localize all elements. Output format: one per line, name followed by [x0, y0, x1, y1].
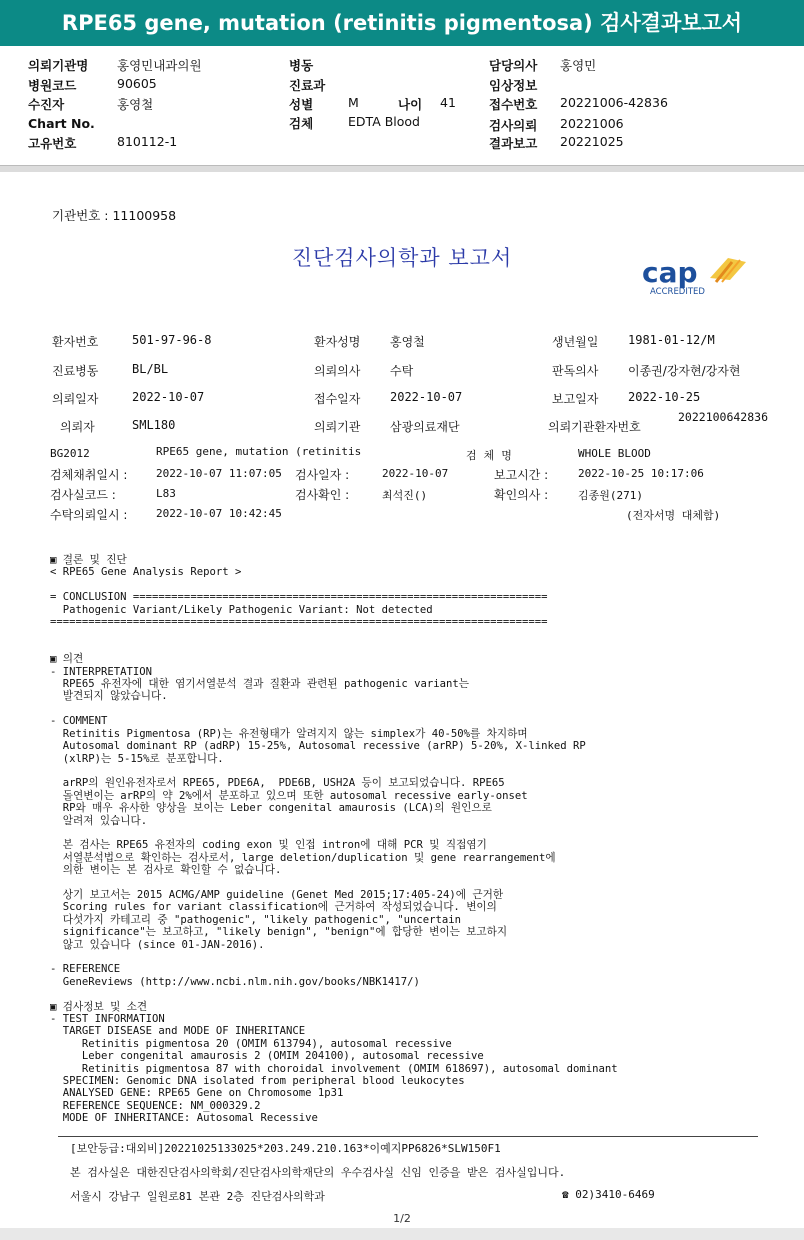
patient-field-label: 의뢰기관환자번호	[548, 420, 641, 434]
patient-field-label: 의뢰일자	[52, 392, 99, 406]
patient-field-label: 환자성명	[314, 335, 361, 349]
meta-label: 검사확인 :	[295, 488, 350, 502]
institution-number: 기관번호 : 11100958	[52, 208, 177, 223]
report-body-line: 돌연변이는 arRP의 약 2%에서 분포하고 있으며 또한 autosomal recessive early-onset	[50, 789, 528, 802]
header-label: 병원코드	[28, 78, 77, 93]
header-value: 41	[440, 95, 456, 110]
report-body-line	[50, 628, 618, 640]
patient-field-label: 의뢰자	[60, 420, 95, 434]
report-body-line: ▣ 검사정보 및 소견	[50, 1000, 148, 1013]
meta-value: L83	[156, 487, 176, 500]
report-body-line: Pathogenic Variant/Likely Pathogenic Variant: Not detected	[50, 603, 433, 616]
header-label: 고유번호	[28, 136, 77, 151]
patient-field-value: 501-97-96-8	[132, 333, 212, 347]
meta-value: 2022-10-25 10:17:06	[578, 467, 704, 480]
header-value: M	[348, 95, 359, 110]
patient-field-label: 의뢰기관	[314, 420, 361, 434]
header-label: 결과보고	[489, 136, 538, 151]
report-body-line	[50, 877, 618, 889]
lab-phone: ☎ 02)3410-6469	[562, 1188, 655, 1201]
meta-value: 2022-10-07 10:42:45	[156, 507, 282, 520]
report-body-line	[50, 641, 618, 653]
meta-label: 검체채취일시 :	[50, 468, 128, 482]
report-body-line: (xlRP)는 5-15%로 분포합니다.	[50, 752, 224, 765]
report-body-line: Autosomal dominant RP (adRP) 15-25%, Autosomal recessive (arRP) 5-20%, X-linked RP	[50, 740, 586, 753]
report-title: RPE65 gene, mutation (retinitis pigmentosa) 검사결과보고서	[61, 11, 743, 35]
meta-value: 김종원(271)	[578, 489, 643, 502]
meta-label: 확인의사 :	[494, 488, 549, 502]
report-heading: 진단검사의학과 보고서	[291, 246, 513, 270]
test-code: BG2012	[50, 447, 90, 460]
report-body-line: - REFERENCE	[50, 963, 121, 976]
patient-field-value: 2022-10-07	[390, 390, 463, 404]
report-body-line: TARGET DISEASE and MODE OF INHERITANCE	[50, 1025, 306, 1038]
report-body-line: ▣ 의견	[50, 653, 84, 666]
patient-field-value: 이종권/강자현/강자현	[628, 364, 741, 378]
header-label: 병동	[289, 58, 314, 73]
report-body-line: significance"는 보고하고, "likely benign", "benign"에 합당한 변이는 보고하지	[50, 926, 508, 939]
report-body-line: MODE OF INHERITANCE: Autosomal Recessive	[50, 1112, 318, 1125]
cap-accredited-text: ACCREDITED	[650, 287, 705, 297]
patient-field-value: 2022-10-25	[628, 390, 701, 404]
page-indicator: 1/2	[393, 1212, 411, 1225]
header-label: Chart No.	[28, 116, 95, 131]
report-body-line: Scoring rules for variant classification에 근거하여 작성되었습니다. 변이의	[50, 901, 497, 914]
header-value: 홍영민내과의원	[117, 58, 202, 73]
report-body-line: 않고 있습니다 (since 01-JAN-2016).	[50, 938, 265, 951]
report-body-line: RP와 매우 유사한 양상을 보이는 Leber congenital amaurosis (LCA)의 원인으로	[50, 802, 492, 815]
report-body-line: GeneReviews (http://www.ncbi.nlm.nih.gov/books/NBK1417/)	[50, 975, 420, 988]
report-body-line: arRP의 원인유전자로서 RPE65, PDE6A, PDE6B, USH2A 등이 보고되었습니다. RPE65	[50, 777, 505, 790]
footer-divider	[58, 1136, 758, 1137]
report-body-line	[50, 579, 618, 591]
patient-field-label: 접수일자	[314, 392, 361, 406]
header-value: 20221006-42836	[560, 95, 668, 110]
patient-field-value: SML180	[132, 418, 176, 432]
header-label: 검체	[289, 116, 314, 131]
patient-field-value: 삼광의료재단	[390, 420, 460, 434]
header-label: 검사의뢰	[489, 118, 538, 133]
report-body-line	[50, 951, 618, 963]
meta-label: 검사실코드 :	[50, 488, 116, 502]
report-body-line: SPECIMEN: Genomic DNA isolated from peripheral blood leukocytes	[50, 1075, 465, 1088]
report-title-bar	[0, 0, 804, 46]
cap-logo-text: cap	[642, 256, 698, 289]
cap-accredited-logo	[640, 252, 750, 300]
patient-field-value: 2022-10-07	[132, 390, 205, 404]
report-body-line: ==============================================================================	[50, 616, 548, 629]
report-body-line: < RPE65 Gene Analysis Report >	[50, 566, 242, 579]
specimen-label: 검 체 명	[466, 449, 512, 462]
e-signature-note: (전자서명 대체함)	[626, 509, 721, 522]
report-body-line: 본 검사는 RPE65 유전자의 coding exon 및 인접 intron에 대해 PCR 및 직접염기	[50, 839, 487, 852]
report-body-line: 알려져 있습니다.	[50, 814, 148, 827]
report-body-line: - TEST INFORMATION	[50, 1013, 165, 1026]
report-body-line: - COMMENT	[50, 715, 108, 728]
report-body-line: ▣ 결론 및 진단	[50, 554, 127, 566]
header-value: 810112-1	[117, 134, 178, 149]
header-value: 90605	[117, 76, 157, 91]
test-name: RPE65 gene, mutation (retinitis	[156, 445, 362, 458]
meta-label: 검사일자 :	[295, 468, 350, 482]
report-body-line: - INTERPRETATION	[50, 665, 153, 678]
header-value: EDTA Blood	[348, 114, 420, 129]
patient-field-value: BL/BL	[132, 362, 169, 376]
report-body-text	[50, 554, 618, 1125]
report-body-line: Retinitis Pigmentosa (RP)는 유전형태가 알려지지 않는 simplex가 40-50%를 차지하며	[50, 727, 528, 740]
patient-field-label: 환자번호	[52, 335, 99, 349]
patient-field-label: 진료병동	[52, 364, 99, 378]
report-body-line: Retinitis pigmentosa 87 with choroidal involvement (OMIM 618697), autosomal dominant	[50, 1062, 618, 1075]
patient-field-label: 보고일자	[552, 392, 599, 406]
meta-label: 수탁의뢰일시 :	[50, 508, 128, 522]
lab-address: 서울시 강남구 일원로81 본관 2층 진단검사의학과	[70, 1190, 325, 1203]
security-line: [보안등급:대외비]20221025133025*203.249.210.163*이예지PP6826*SLW150F1	[70, 1142, 501, 1155]
header-label: 임상정보	[489, 78, 538, 93]
header-label: 성별	[289, 97, 314, 112]
report-body-line: Leber congenital amaurosis 2 (OMIM 204100), autosomal recessive	[50, 1050, 484, 1063]
report-body-line: 의한 변이는 본 검사로 확인할 수 없습니다.	[50, 864, 282, 877]
report-body-line: ANALYSED GENE: RPE65 Gene on Chromosome 1p31	[50, 1087, 344, 1100]
report-body-line	[50, 988, 618, 1000]
report-body-line: 다섯가지 카테고리 중 "pathogenic", "likely pathogenic", "uncertain	[50, 913, 462, 926]
meta-value: 2022-10-07 11:07:05	[156, 467, 282, 480]
header-value: 홍영철	[117, 97, 154, 112]
patient-field-value: 2022100642836	[678, 410, 769, 424]
report-body-line: 상기 보고서는 2015 ACMG/AMP guideline (Genet Med 2015;17:405-24)에 근거한	[50, 888, 504, 901]
header-label: 진료과	[289, 78, 326, 93]
patient-field-label: 의뢰의사	[314, 364, 361, 378]
patient-field-value: 1981-01-12/M	[628, 333, 715, 347]
viewer-bottom-bar	[0, 1228, 804, 1240]
header-value: 20221006	[560, 116, 624, 131]
header-info-panel	[0, 50, 804, 166]
patient-field-value: 수탁	[390, 364, 414, 378]
section-divider	[0, 166, 804, 172]
header-label: 수진자	[28, 97, 65, 112]
report-body-line: RPE65 유전자에 대한 염기서열분석 결과 질환과 관련된 pathogenic variant는	[50, 678, 469, 691]
meta-value: 최석진()	[382, 489, 428, 502]
header-label: 나이	[398, 97, 423, 112]
report-body-line	[50, 703, 618, 715]
report-body-line: = CONCLUSION =================================================================	[50, 591, 548, 604]
patient-field-label: 판독의사	[552, 364, 599, 378]
header-label: 접수번호	[489, 97, 538, 112]
report-body-line	[50, 765, 618, 777]
report-body-line: 발견되지 않았습니다.	[50, 690, 168, 703]
patient-field-label: 생년월일	[552, 335, 599, 349]
certification-note: 본 검사실은 대한진단검사의학회/진단검사의학재단의 우수검사실 신임 인증을 받은 검사실입니다.	[70, 1166, 566, 1179]
report-body-line: Retinitis pigmentosa 20 (OMIM 613794), autosomal recessive	[50, 1037, 452, 1050]
patient-field-value: 홍영철	[390, 335, 425, 349]
meta-value: 2022-10-07	[382, 467, 449, 480]
report-body-line: REFERENCE SEQUENCE: NM_000329.2	[50, 1099, 261, 1112]
report-body-line: 서열분석법으로 확인하는 검사로서, large deletion/duplication 및 gene rearrangement에	[50, 851, 556, 864]
header-label: 담당의사	[489, 58, 538, 73]
header-value: 홍영민	[560, 58, 597, 73]
report-body-line	[50, 827, 618, 839]
specimen-value: WHOLE BLOOD	[578, 447, 651, 460]
meta-label: 보고시간 :	[494, 468, 549, 482]
header-value: 20221025	[560, 134, 624, 149]
header-label: 의뢰기관명	[28, 58, 89, 73]
cap-logo-icon	[640, 252, 750, 300]
